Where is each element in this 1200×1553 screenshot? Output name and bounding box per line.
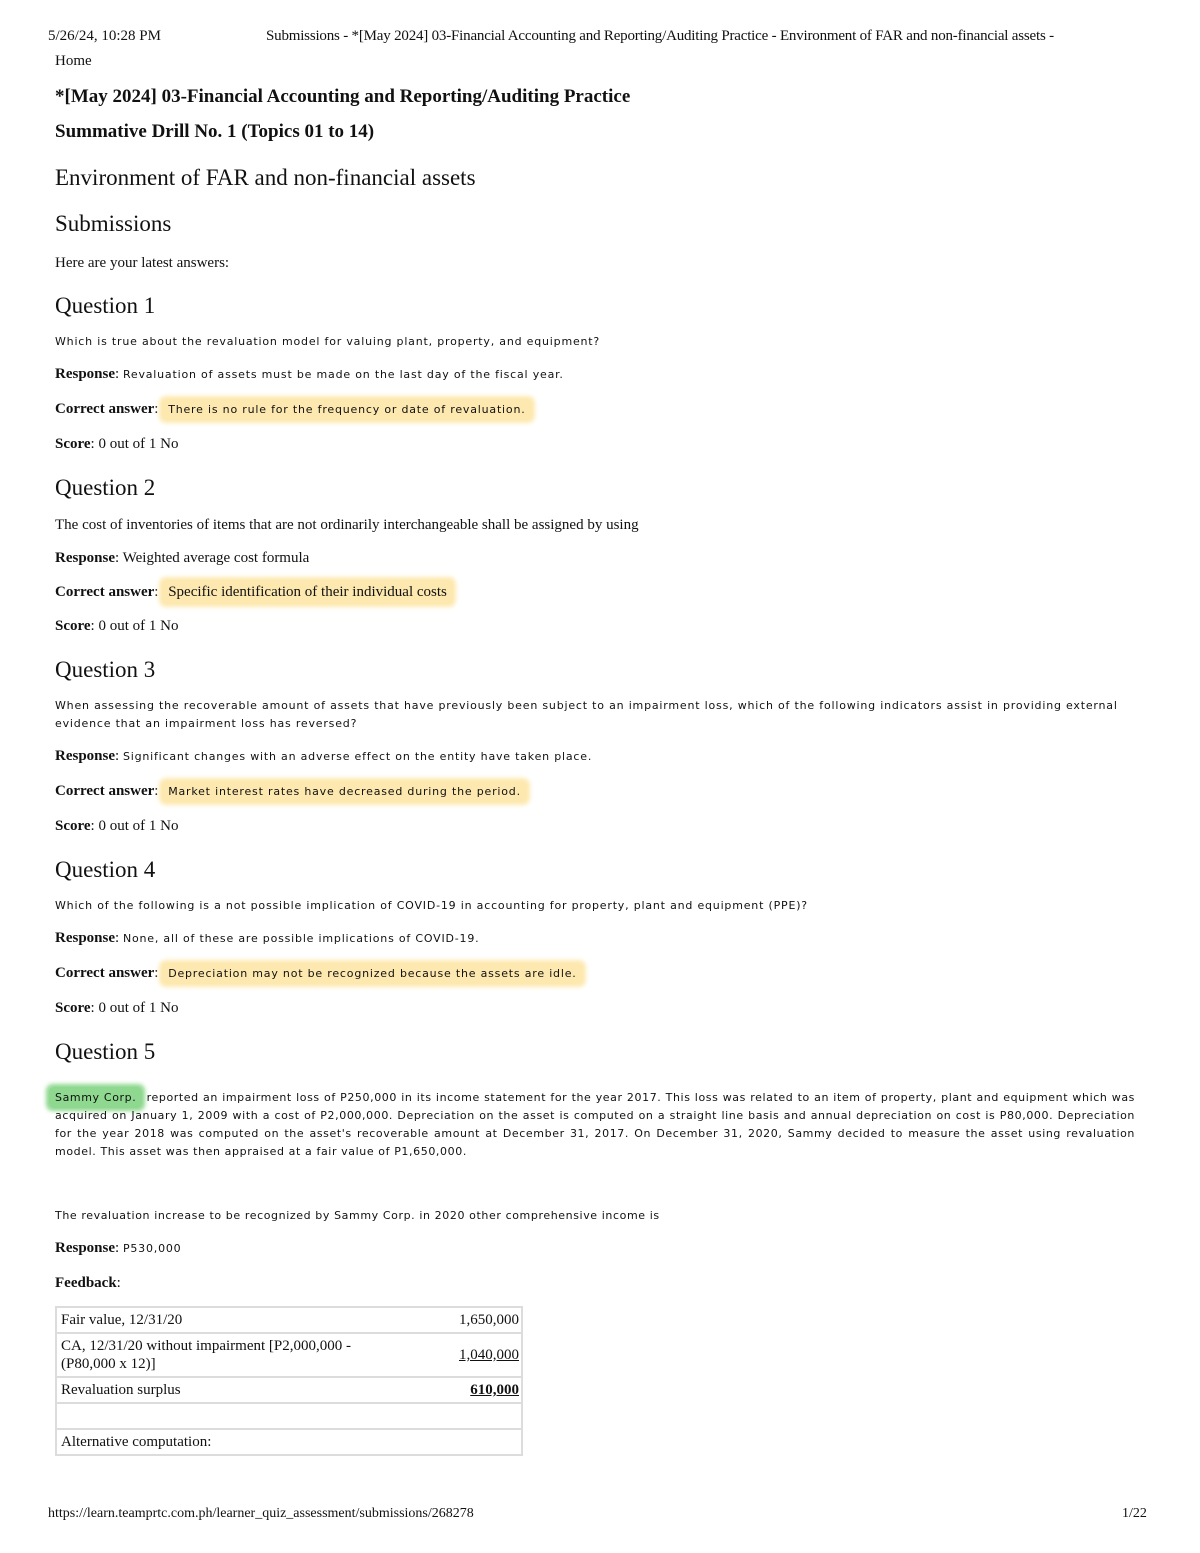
feedback-table bbox=[55, 1306, 523, 1456]
response-value: Significant changes with an adverse effect on the entity have taken place. bbox=[122, 750, 593, 763]
course-title: *[May 2024] 03-Financial Accounting and Reporting/Auditing Practice bbox=[55, 86, 631, 107]
question-3 bbox=[55, 655, 1140, 837]
table-cell-label: Fair value, 12/31/20 bbox=[57, 1308, 395, 1334]
question-text bbox=[55, 1089, 1135, 1161]
table-cell-value bbox=[395, 1404, 521, 1430]
question-text-rest: reported an impairment loss of P250,000 in its income statement for the year 2017. This loss was related to an item of property, plant and equipment which was acquired on January 1, 2009 with a cost of P2,000,000. Depreciation on the asset is computed on a straight line basis and annual depreciation on cost is P80,000. Depreciation for the year 2018 was computed on the asset's recoverable amount at December 31, 2017. On December 31, 2020, Sammy decided to measure the asset using revaluation model. This asset was then appraised at a fair value of P1,650,000. bbox=[55, 1091, 1135, 1158]
table-cell-label: Revaluation surplus bbox=[57, 1378, 395, 1404]
sub-question-text: The revaluation increase to be recognized by Sammy Corp. in 2020 other comprehensive income is bbox=[55, 1209, 660, 1222]
response-row: Response: None, all of these are possible implications of COVID-19. bbox=[55, 930, 480, 946]
response-value: P530,000 bbox=[122, 1242, 182, 1255]
drill-title: Summative Drill No. 1 (Topics 01 to 14) bbox=[55, 121, 375, 142]
table-cell-value bbox=[395, 1430, 521, 1454]
table-row bbox=[57, 1404, 521, 1430]
correct-answer-value: Depreciation may not be recognized because the assets are idle. bbox=[162, 963, 582, 984]
score-label: Score bbox=[55, 1000, 91, 1016]
correct-answer-label: Correct answer bbox=[55, 783, 155, 799]
response-row: Response: P530,000 bbox=[55, 1240, 182, 1256]
response-row: Response: Revaluation of assets must be made on the last day of the fiscal year. bbox=[55, 366, 564, 382]
response-row: Response: Significant changes with an adverse effect on the entity have taken place. bbox=[55, 748, 593, 764]
correct-answer-label: Correct answer bbox=[55, 584, 155, 600]
table-row bbox=[57, 1334, 521, 1378]
response-value: Revaluation of assets must be made on the last day of the fiscal year. bbox=[122, 368, 564, 381]
correct-answer-value: Market interest rates have decreased during the period. bbox=[162, 781, 527, 802]
question-title: Question 3 bbox=[55, 657, 156, 682]
question-title: Question 5 bbox=[55, 1039, 156, 1064]
score-value: 0 out of 1 No bbox=[98, 618, 179, 634]
question-title: Question 4 bbox=[55, 857, 156, 882]
score-row: Score: 0 out of 1 No bbox=[55, 1000, 179, 1016]
score-value: 0 out of 1 No bbox=[98, 1000, 179, 1016]
correct-answer-label: Correct answer bbox=[55, 965, 155, 981]
score-row: Score: 0 out of 1 No bbox=[55, 618, 179, 634]
topic-title: Environment of FAR and non-financial assets bbox=[55, 165, 476, 190]
score-value: 0 out of 1 No bbox=[98, 436, 179, 452]
intro-text: Here are your latest answers: bbox=[55, 255, 230, 271]
submissions-heading: Submissions bbox=[55, 211, 172, 236]
question-text: The cost of inventories of items that are not ordinarily interchangeable shall be assigned by using bbox=[55, 517, 639, 533]
correct-answer-row: Correct answer: There is no rule for the frequency or date of revaluation. bbox=[55, 398, 1140, 421]
question-title: Question 1 bbox=[55, 293, 156, 318]
response-label: Response bbox=[55, 930, 116, 946]
main-content bbox=[55, 84, 1140, 1456]
table-cell-label bbox=[57, 1404, 395, 1430]
score-label: Score bbox=[55, 436, 91, 452]
response-value: Weighted average cost formula bbox=[122, 550, 310, 566]
highlighted-company-name: Sammy Corp. bbox=[49, 1087, 142, 1108]
correct-answer-row: Correct answer: Specific identification of their individual costs bbox=[55, 581, 1140, 603]
question-title: Question 2 bbox=[55, 475, 156, 500]
home-link[interactable]: Home bbox=[55, 53, 92, 69]
question-text: Which of the following is a not possible implication of COVID-19 in accounting for property, plant and equipment (PPE)? bbox=[55, 899, 808, 912]
feedback-label: Feedback bbox=[55, 1275, 117, 1291]
response-row: Response: Weighted average cost formula bbox=[55, 550, 310, 566]
correct-answer-value: There is no rule for the frequency or date of revaluation. bbox=[162, 399, 531, 420]
correct-answer-row: Correct answer: Market interest rates have decreased during the period. bbox=[55, 780, 1140, 803]
table-cell-label: CA, 12/31/20 without impairment [P2,000,000 - (P80,000 x 12)] bbox=[57, 1334, 395, 1378]
score-row: Score: 0 out of 1 No bbox=[55, 818, 179, 834]
score-row: Score: 0 out of 1 No bbox=[55, 436, 179, 452]
table-row bbox=[57, 1378, 521, 1404]
feedback-row: Feedback: bbox=[55, 1275, 121, 1291]
question-1 bbox=[55, 291, 1140, 455]
print-datetime: 5/26/24, 10:28 PM bbox=[48, 28, 161, 44]
question-5 bbox=[55, 1037, 1140, 1456]
question-4 bbox=[55, 855, 1140, 1019]
print-page-title: Submissions - *[May 2024] 03-Financial Accounting and Reporting/Auditing Practice - Environment of FAR and non-financial assets - bbox=[266, 28, 1054, 44]
response-label: Response bbox=[55, 550, 116, 566]
correct-answer-label: Correct answer bbox=[55, 401, 155, 417]
question-2 bbox=[55, 473, 1140, 637]
response-label: Response bbox=[55, 366, 116, 382]
question-text: Which is true about the revaluation model for valuing plant, property, and equipment? bbox=[55, 335, 601, 348]
print-footer-url: https://learn.teamprtc.com.ph/learner_quiz_assessment/submissions/268278 bbox=[48, 1506, 474, 1521]
table-cell-value: 1,040,000 bbox=[459, 1347, 519, 1363]
score-label: Score bbox=[55, 818, 91, 834]
question-text: When assessing the recoverable amount of assets that have previously been subject to an impairment loss, which of the following indicators assist in providing external evidence that an impairment loss has reversed? bbox=[55, 699, 1118, 730]
correct-answer-value: Specific identification of their individual costs bbox=[162, 580, 453, 604]
table-cell-value: 1,650,000 bbox=[395, 1308, 521, 1334]
table-row bbox=[57, 1430, 521, 1454]
correct-answer-row: Correct answer: Depreciation may not be recognized because the assets are idle. bbox=[55, 962, 1140, 985]
table-cell-value: 610,000 bbox=[470, 1382, 519, 1398]
print-page-number: 1/22 bbox=[1122, 1506, 1147, 1521]
score-value: 0 out of 1 No bbox=[98, 818, 179, 834]
table-row bbox=[57, 1308, 521, 1334]
response-label: Response bbox=[55, 1240, 116, 1256]
response-label: Response bbox=[55, 748, 116, 764]
score-label: Score bbox=[55, 618, 91, 634]
table-cell-label: Alternative computation: bbox=[61, 1434, 212, 1450]
response-value: None, all of these are possible implications of COVID-19. bbox=[122, 932, 480, 945]
